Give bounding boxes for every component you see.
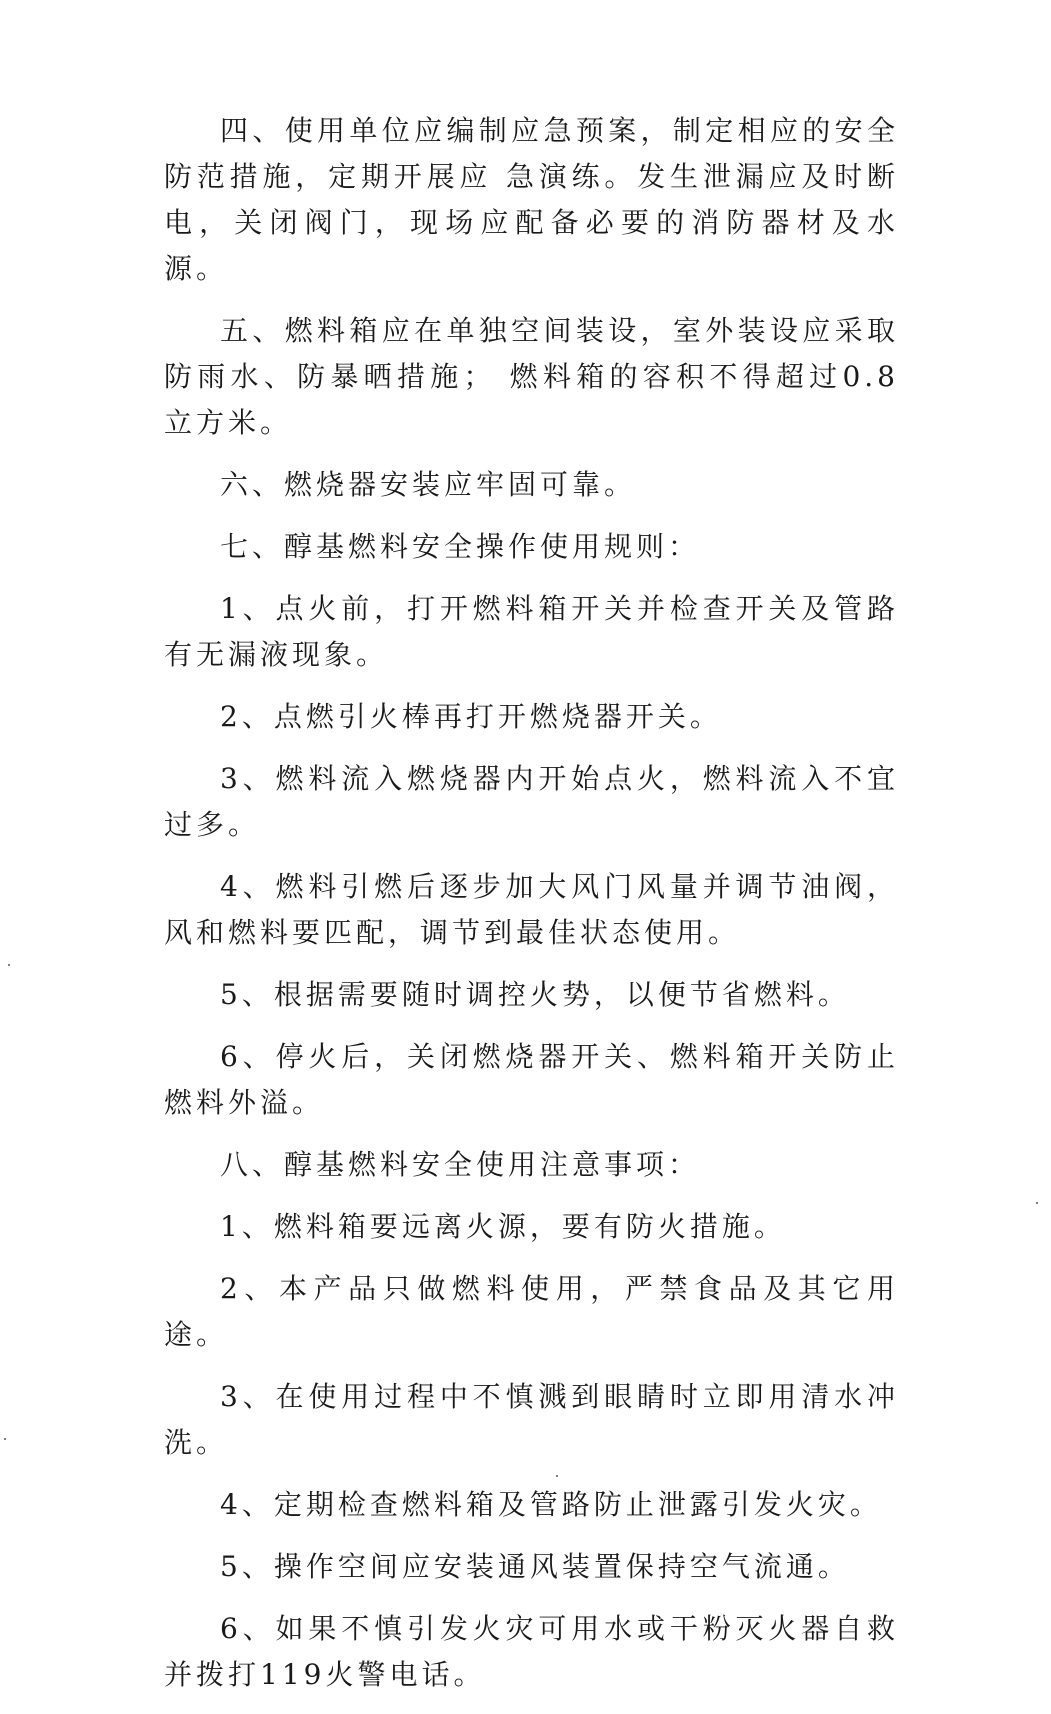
scan-speck [556,1475,558,1477]
list-item: 6、停火后，关闭燃烧器开关、燃料箱开关防止燃料外溢。 [164,1040,899,1119]
list-item: 6、如果不慎引发火灾可用水或干粉灭火器自救并拨打119火警电话。 [164,1612,899,1691]
list-item: 5、根据需要随时调控火势，以便节省燃料。 [220,978,850,1011]
heading-section-8: 八、醇基燃料安全使用注意事项： [220,1148,701,1181]
list-item: 1、点火前，打开燃料箱开关并检查开关及管路有无漏液现象。 [164,592,899,671]
list-item: 5、操作空间应安装通风装置保持空气流通。 [220,1550,850,1583]
paragraph-section-6: 六、燃烧器安装应牢固可靠。 [220,468,637,501]
paragraph-section-5: 五、燃料箱应在单独空间装设，室外装设应采取防雨水、防暴晒措施； 燃料箱的容积不得超过0.8立方米。 [164,314,899,439]
list-item: 2、本产品只做燃料使用，严禁食品及其它用途。 [164,1272,899,1351]
list-item: 3、燃料流入燃烧器内开始点火，燃料流入不宜过多。 [164,762,899,841]
heading-section-7: 七、醇基燃料安全操作使用规则： [220,530,701,563]
paragraph-section-4: 四、使用单位应编制应急预案，制定相应的安全防范措施，定期开展应 急演练。发生泄漏应及时断电，关闭阀门，现场应配备必要的消防器材及水源。 [164,114,899,285]
document-body [164,108,899,1714]
list-item: 4、定期检查燃料箱及管路防止泄露引发火灾。 [220,1488,882,1521]
list-item: 2、点燃引火棒再打开燃烧器开关。 [220,700,722,733]
list-item: 1、燃料箱要远离火源，要有防火措施。 [220,1210,786,1243]
scan-speck [1036,1202,1038,1204]
list-item: 3、在使用过程中不慎溅到眼睛时立即用清水冲洗。 [164,1380,899,1459]
scan-speck [8,964,10,966]
scan-speck [4,1438,6,1440]
list-item: 4、燃料引燃后逐步加大风门风量并调节油阀，风和燃料要匹配，调节到最佳状态使用。 [164,870,899,949]
